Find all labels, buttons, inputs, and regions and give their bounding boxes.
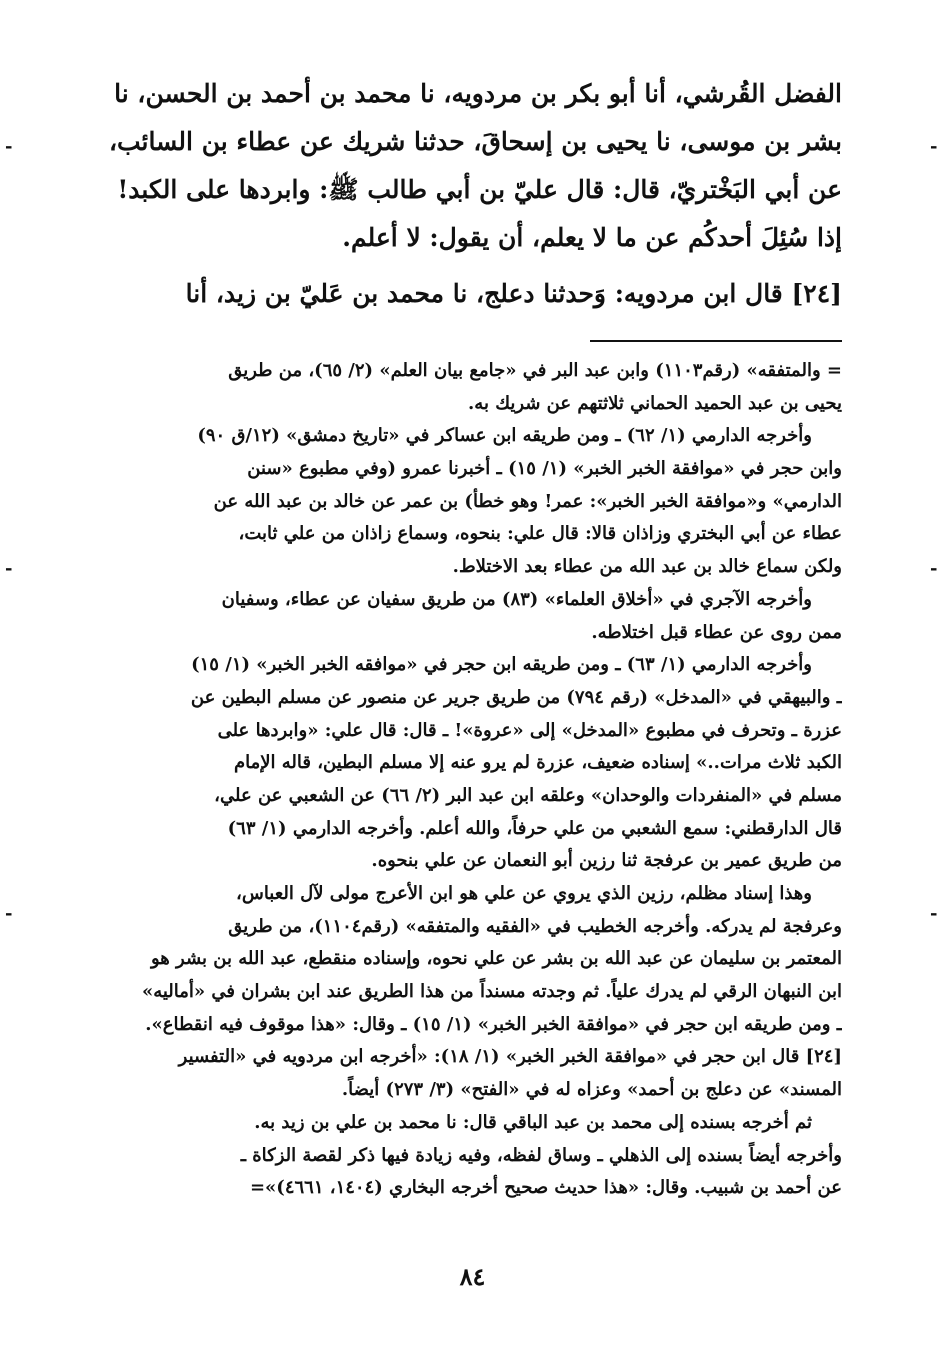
footnote-line: عن أحمد بن شبيب. وقال: «هذا حديث صحيح أخرجه البخاري (١٤٠٤، ٤٦٦١)»= (249, 1177, 842, 1199)
margin-mark: - (930, 903, 938, 924)
footnote-line: من طريق عمير بن عرفجة ثنا رزين أبو النعمان عن علي بنحوه. (371, 850, 842, 872)
footnote-line: الدارمي» و«موافقة الخبر الخبر»: عمر! وهو خطأ) بن عمر عن خالد بن عبد الله عن (213, 490, 842, 512)
footnote-line: ابن النبهان الرقي لم يدرك علياً. ثم وجدته مسنداً من هذا الطريق عند ابن بشران في «أماليه» (141, 981, 842, 1003)
footnote-line: = والمتفقه» (رقم١١٠٣) وابن عبد البر في «جامع بيان العلم» (٢/ ٦٥)، من طريق (228, 360, 842, 381)
footnote-line: مسلم في «المنفردات والوحدان» وعلقه ابن عبد البر (٢/ ٦٦) عن الشعبي عن علي، (214, 784, 842, 806)
footnote-line: يحيى بن عبد الحميد الحماني ثلاثتهم عن شريك به. (468, 392, 842, 414)
footnote-line: وأخرجه الدارمي (١/ ٦٣) ـ ومن طريقه ابن حجر في «موافقه الخبر الخبر» (١/ ١٥) (191, 654, 812, 676)
footnote-line: عطاء عن أبي البختري وزاذان قالا: قال علي: بنحوه، وسماع زاذان من علي ثابت، (238, 523, 842, 545)
footnote-line: وأخرجه الدارمي (١/ ٦٢) ـ ومن طريقه ابن عساكر في «تاريخ دمشق» (١٢/ق ٩٠) (197, 425, 812, 447)
margin-mark: - (5, 903, 13, 924)
footnote-line: وأخرجه أيضاً بسنده إلى الذهلي ـ وساق لفظه، وفيه زيادة فيها ذكر لقصة الزكاة ـ (240, 1144, 842, 1166)
margin-mark: - (5, 136, 13, 157)
main-text-line: [٢٤] قال ابن مردويه: وَحدثنا دعلج، نا محمد بن عَليّ بن زيد، أنا (185, 279, 842, 308)
main-text (98, 70, 842, 318)
footnote-separator (590, 340, 842, 342)
footnote-line: المسند» عن دعلج بن أحمد» وعزاه له في «الفتح» (٣/ ٢٧٣) أيضاً. (341, 1079, 842, 1101)
footnote-line: قال الدارقطني: سمع الشعبي من علي حرفاً، والله أعلم. وأخرجه الدارمي (١/ ٦٣) (227, 817, 842, 839)
page-number: ٨٤ (459, 1262, 486, 1291)
main-text-line: الفضل القُرشي، أنا أبو بكر بن مردويه، نا محمد بن أحمد بن الحسن، نا (114, 79, 842, 108)
margin-mark: - (5, 558, 13, 579)
footnote-line: ممن روى عن عطاء قبل اختلاطه. (591, 621, 842, 643)
footnote-line: ـ والبيهقي في «المدخل» (رقم ٧٩٤) من طريق جرير عن منصور عن مسلم البطين عن (190, 686, 842, 708)
footnote-line: عزرة ـ وتحرف في مطبوع «المدخل» إلى «عروة»! ـ قال: قال علي: «وابردها على (217, 719, 842, 741)
footnote-line: وعرفجة لم يدركه. وأخرجه الخطيب في «الفقيه والمتفقه» (رقم١١٠٤)، من طريق (228, 915, 842, 937)
footnote-line: وأخرجه الآجري في «أخلاق العلماء» (٨٣) من طريق سفيان عن عطاء، وسفيان (221, 588, 812, 610)
footnotes (98, 355, 842, 1205)
footnote-line: ولكن سماع خالد بن عبد الله من عطاء بعد الاختلاط. (452, 556, 842, 578)
footnote-line: وهذا إسناد مظلم، رزين الذي يروي عن علي هو ابن الأعرج مولى لآل العباس، (236, 883, 812, 904)
main-text-line: عن أبي البَخْتريّ، قال: قال عليّ بن أبي طالب ﷺ: وابردها على الكبد! (117, 175, 842, 204)
footnote-line: الكبد ثلاث مرات..» إسناده ضعيف، عزرة لم يرو عنه إلا مسلم البطين، قاله الإمام (233, 752, 842, 774)
main-text-line: إذا سُئِلَ أحدكُم عن ما لا يعلم، أن يقول: لا أعلم. (342, 223, 842, 252)
footnote-line: [٢٤] قال ابن حجر في «موافقة الخبر الخبر» (١/ ١٨): «أخرجه ابن مردويه في «التفسير (178, 1046, 842, 1068)
footnote-line: المعتمر بن سليمان عن عبد الله بن بشر عن علي نحوه، وإسناده منقطع، عبد الله بن بشر هو (150, 948, 842, 970)
main-text-line: بشر بن موسى، نا يحيى بن إسحاقَ، حدثنا شريك عن عطاء بن السائب، (108, 127, 842, 156)
footnote-line: ثم أخرجه بسنده إلى محمد بن عبد الباقي قال: نا محمد بن علي بن زيد به. (254, 1111, 812, 1133)
margin-mark: - (930, 558, 938, 579)
footnote-line: ـ ومن طريقه ابن حجر في «موافقة الخبر الخبر» (١/ ١٥) ـ وقال: «هذا موقوف فيه انقطاع». (145, 1013, 842, 1035)
margin-mark: - (930, 136, 938, 157)
footnote-line: وابن حجر في «موافقة الخبر الخبر» (١/ ١٥) ـ أخبرنا عمرو (وفي مطبوع «سنن (247, 458, 842, 480)
